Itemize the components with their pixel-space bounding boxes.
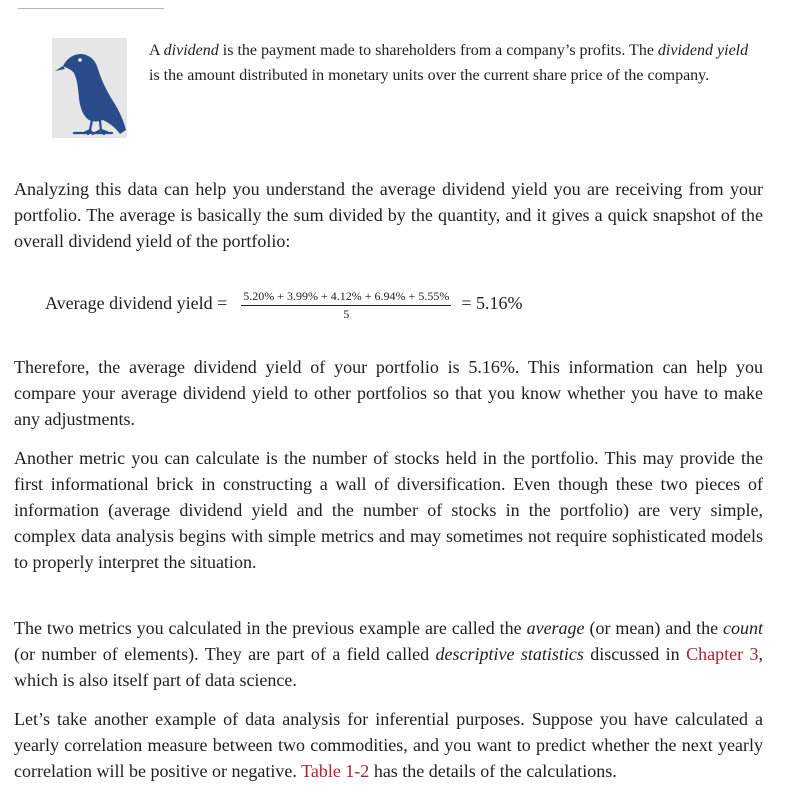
emphasis-term: dividend [163, 42, 219, 59]
text-run: , which is also itself part of data science. [14, 644, 763, 690]
text-run: has the details of the calculations. [369, 761, 617, 781]
text-run: Therefore, the average dividend yield of your portfolio is 5.16%. This information can help you compare your average dividend yield to other portfolios so that you know whether you have to make any adjustments. [14, 357, 763, 429]
top-divider [18, 8, 164, 9]
note-text [149, 38, 749, 88]
text-run: is the amount distributed in monetary units over the current share price of the company. [149, 67, 710, 84]
text-run: (or number of elements). They are part of a field called [14, 644, 436, 664]
crow-icon [52, 38, 127, 138]
cross-reference-link[interactable]: Chapter 3 [686, 644, 759, 664]
paragraph-average-result [14, 354, 763, 432]
average-dividend-formula [45, 283, 522, 323]
text-run: is the payment made to shareholders from a company’s profits. The [218, 42, 658, 59]
text-run: Analyzing this data can help you understand the average dividend yield you are receiving from your portfolio. The average is basically the sum divided by the quantity, and it gives a quick snapshot of the overall dividend yield of the portfolio: [14, 179, 763, 251]
text-run: discussed in [583, 644, 687, 664]
paragraph-count-metric [14, 445, 763, 575]
text-run: Let’s take another example of data analysis for inferential purposes. Suppose you have calculated a yearly correlation measure between two commodities, and you want to predict whether the next yearly correlation will be positive or negative. [14, 709, 763, 781]
formula-numerator: 5.20% + 3.99% + 4.12% + 6.94% + 5.55% [243, 289, 450, 303]
text-run: The two metrics you calculated in the previous example are called the [14, 618, 527, 638]
emphasis-term: dividend yield [657, 42, 749, 59]
formula-fraction [241, 289, 451, 321]
text-run: A [149, 42, 164, 59]
emphasis-term: count [723, 618, 763, 638]
emphasis-term: average [526, 618, 585, 638]
emphasis-term: descriptive statistics [435, 644, 584, 664]
paragraph-average-intro [14, 176, 763, 254]
formula-denominator: 5 [343, 307, 350, 321]
cross-reference-link[interactable]: Table 1-2 [301, 761, 370, 781]
text-run: (or mean) and the [584, 618, 723, 638]
text-run: Another metric you can calculate is the number of stocks held in the portfolio. This may provide the first informational brick in constructing a wall of diversification. Even though these two pieces of information (average dividend yield and the number of stocks in the portfolio) are very simple, complex data analysis begins with simple metrics and may sometimes not require sophisticated models to properly interpret the situation. [14, 448, 763, 572]
paragraph-descriptive-statistics [14, 615, 763, 693]
formula-lhs: Average dividend yield = [45, 292, 228, 313]
paragraph-inferential-example [14, 706, 763, 784]
formula-result: = 5.16% [461, 292, 523, 313]
